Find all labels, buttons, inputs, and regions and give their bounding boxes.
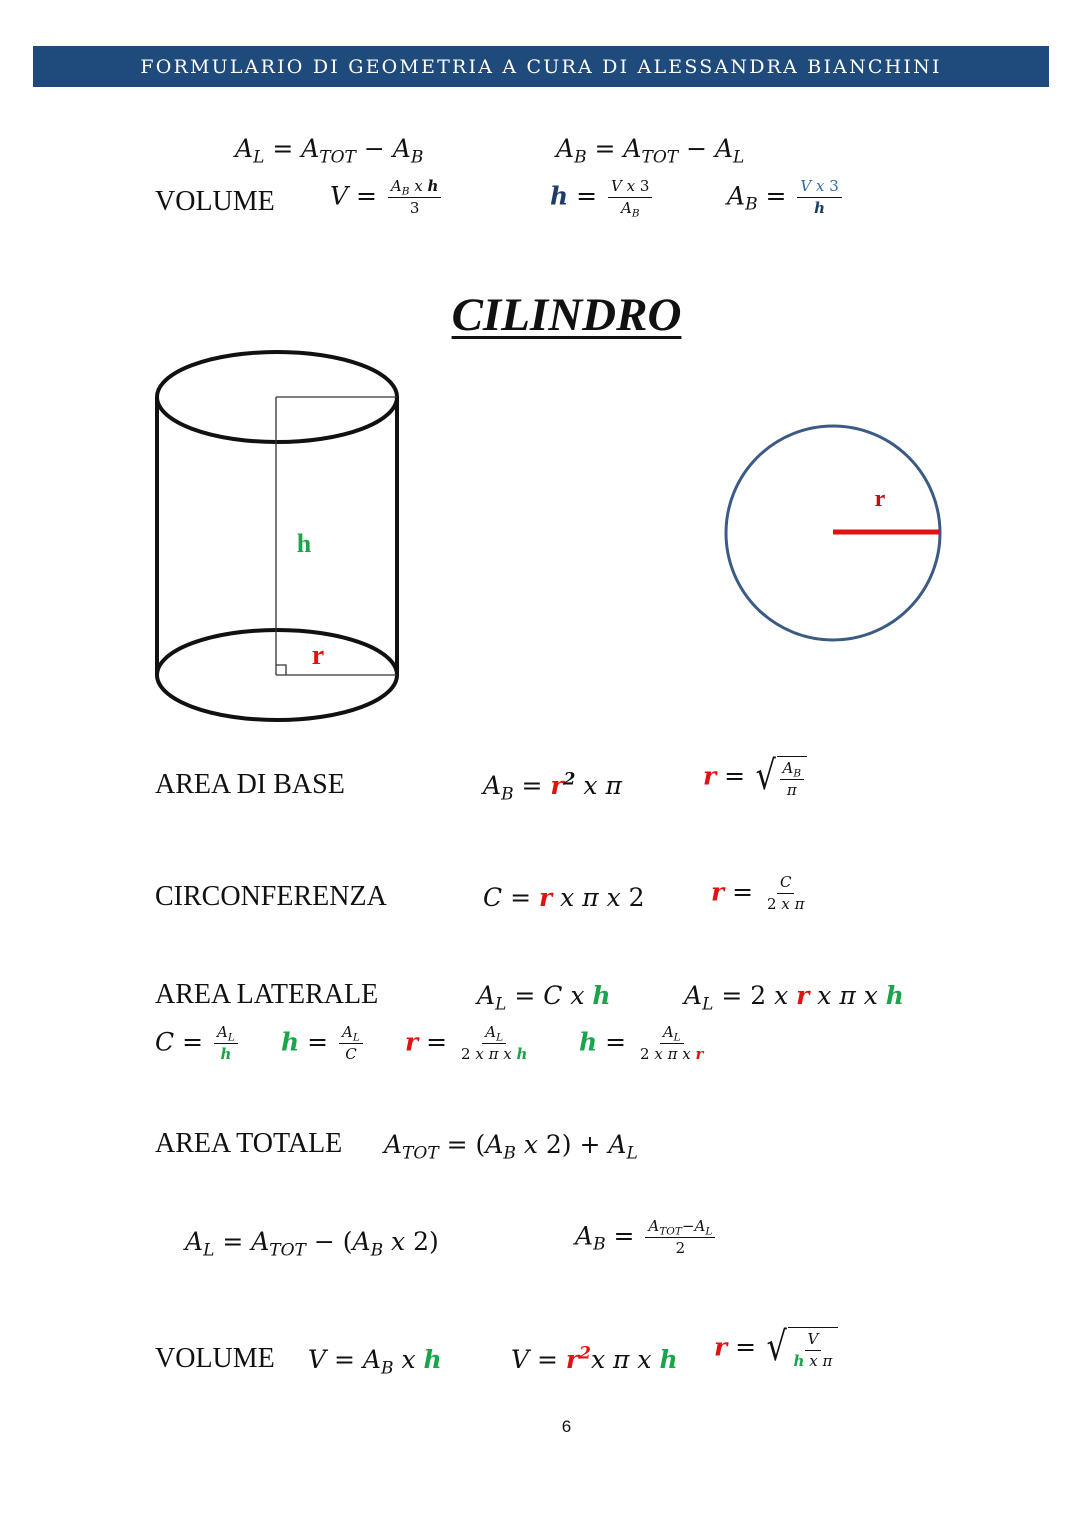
formula-r-from-c: r = $\frac{C}{\text{2 x π}}$ (711, 873, 805, 914)
formula-ab-volume-prev: $A_B$ = $\frac{\text{V x 3}}{h}$ (727, 178, 845, 218)
formula-volume-full: $V = r^2x$ π x h (511, 1343, 678, 1374)
formula-c-from-al: C = $\frac{A_L}{h}$ (155, 1024, 241, 1064)
formula-al-from-tot: $A_L = A_{TOT} - (A_B$ x 2) (185, 1227, 439, 1261)
label-area-laterale: AREA LATERALE (155, 979, 379, 1010)
section-title: CILINDRO (451, 289, 682, 341)
cylinder-figure (140, 340, 420, 735)
cylinder-height-label: h (296, 529, 312, 558)
formula-r-from-volume: r = √ $\frac{V}{\text{h x π}}$ (714, 1327, 838, 1371)
formula-volume-prev: V = $\frac{A_B x h}{3}$ (330, 178, 444, 218)
formula-al-full: $A_L = 2$ x r x π x h (684, 981, 904, 1015)
formula-h-prev: h = $\frac{\text{V x 3}}{A_B}$ (550, 178, 655, 218)
formula-circonferenza: C = r x π x 2 (483, 883, 645, 912)
page-number: 6 (561, 1417, 572, 1436)
label-area-totale: AREA TOTALE (155, 1128, 343, 1159)
label-circonferenza: CIRCONFERENZA (155, 881, 387, 912)
formula-r-from-base: r = √ $\frac{A_B}{\pi}$ (703, 756, 807, 800)
circle-figure (718, 418, 948, 648)
formula-al-c: $A_L = C$ x h (477, 981, 611, 1015)
header-title: FORMULARIO DI GEOMETRIA A CURA DI ALESSANDRA BIANCHINI (140, 55, 942, 78)
label-volume-prev: VOLUME (155, 186, 275, 217)
header-bar (33, 46, 1049, 87)
cylinder-radius-label: r (311, 640, 325, 671)
formula-h-from-al-r: h = $\frac{A_L}{\text{2 x π x r}}$ (579, 1023, 704, 1064)
circle-radius-label: r (874, 486, 886, 512)
formula-ab-from-tot: $A_B$ = $\frac{A_{TOT}-A_L}{2}$ (575, 1218, 718, 1258)
right-angle-mark (276, 665, 286, 675)
formula-area-base: $A_B = r^2$ x π (483, 769, 622, 805)
label-volume: VOLUME (155, 1343, 275, 1374)
formula-h-from-al: h = $\frac{A_L}{C}$ (281, 1024, 366, 1064)
formula-r-from-al: r = $\frac{A_L}{\text{2 x π x h}}$ (405, 1023, 528, 1064)
formula-area-totale: $A_{TOT} = (A_B$ x $2) + A_L$ (384, 1130, 638, 1164)
formula-al-prev: $A_L = A_{TOT} - A_B$ (235, 134, 424, 168)
label-area-base: AREA DI BASE (155, 769, 345, 800)
formula-volume-base: $V = A_B$ x h (308, 1345, 442, 1379)
formula-ab-prev: $A_B = A_{TOT} - A_L$ (556, 134, 745, 168)
